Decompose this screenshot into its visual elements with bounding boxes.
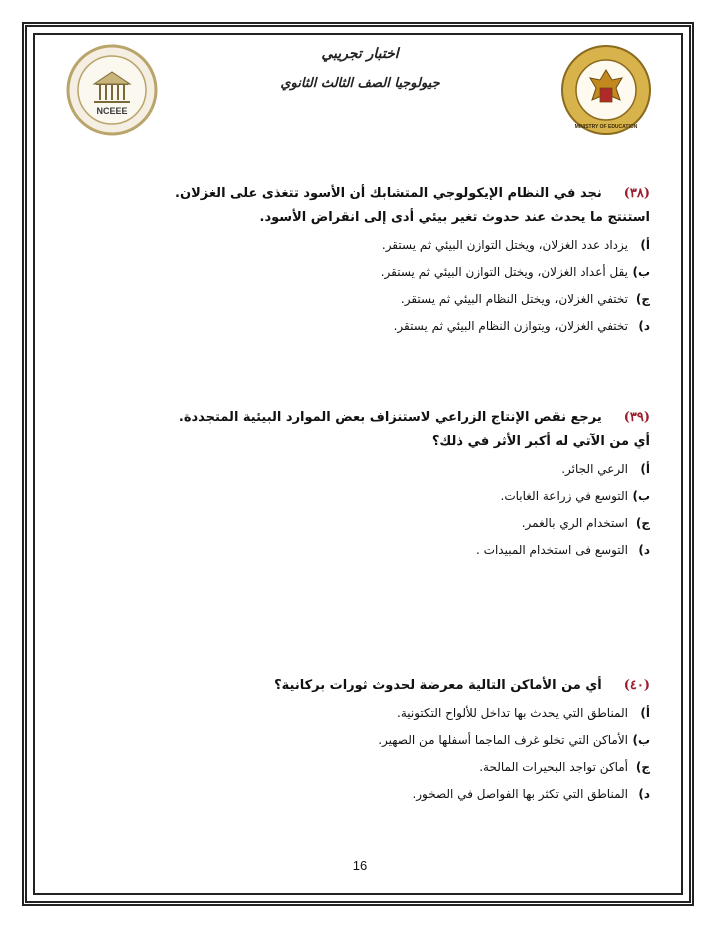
exam-subtitle: جيولوجيا الصف الثالث الثانوي [280, 76, 440, 91]
question-subtext: استنتج ما يحدث عند حدوث تغير بيئي أدى إلى انقراض الأسود. [259, 210, 650, 225]
option-a[interactable]: أ) الرعي الجائر. [561, 462, 650, 476]
option-c[interactable]: ج) استخدام الري بالغمر. [521, 516, 650, 530]
svg-text:NCEEE: NCEEE [96, 106, 128, 116]
question-39 [179, 410, 650, 557]
option-d[interactable]: د) تختفي الغزلان، ويتوازن النظام البيئي ثم يستقر. [393, 319, 650, 333]
question-subtext: أي من الآتي له أكبر الأثر في ذلك؟ [431, 434, 650, 449]
option-c[interactable]: ج) أماكن تواجد البحيرات المالحة. [479, 760, 650, 774]
question-40 [274, 678, 650, 801]
option-a[interactable]: أ) يزداد عدد الغزلان، ويختل التوازن البيئي ثم يستقر. [381, 238, 650, 252]
question-number: (٣٨) [623, 186, 650, 201]
exam-header [260, 42, 460, 94]
question-text: نجد في النظام الإيكولوجي المتشابك أن الأسود تتغذى على الغزلان. [175, 186, 602, 201]
exam-title: اختبار تجريبي [321, 46, 399, 62]
option-b[interactable]: ب) الأماكن التي تخلو غرف الماجما أسفلها من الصهير. [378, 733, 650, 747]
option-d[interactable]: د) التوسع فى استخدام المبيدات . [476, 543, 650, 557]
question-text: يرجع نقص الإنتاج الزراعي لاستنزاف بعض الموارد البيئية المتجددة. [178, 410, 602, 425]
question-number: (٤٠) [623, 678, 650, 693]
question-number: (٣٩) [623, 410, 650, 425]
ministry-eagle-seal-icon [560, 44, 652, 136]
option-d[interactable]: د) المناطق التي تكثر بها الفواصل في الصخور. [412, 787, 650, 801]
question-text: أي من الأماكن التالية معرضة لحدوث ثورات بركانية؟ [274, 678, 602, 693]
option-b[interactable]: ب) يقل أعداد الغزلان، ويختل التوازن البيئي ثم يستقر. [380, 265, 650, 279]
nceee-seal-icon [66, 44, 158, 136]
option-c[interactable]: ج) تختفي الغزلان، ويختل النظام البيئي ثم يستقر. [400, 292, 650, 306]
option-a[interactable]: أ) المناطق التي يحدث بها تداخل للألواح التكتونية. [397, 706, 650, 720]
page-number: 16 [352, 858, 368, 873]
question-38 [175, 186, 650, 333]
option-b[interactable]: ب) التوسع في زراعة الغابات. [500, 489, 650, 503]
svg-text:MINISTRY OF EDUCATION: MINISTRY OF EDUCATION [574, 124, 638, 130]
